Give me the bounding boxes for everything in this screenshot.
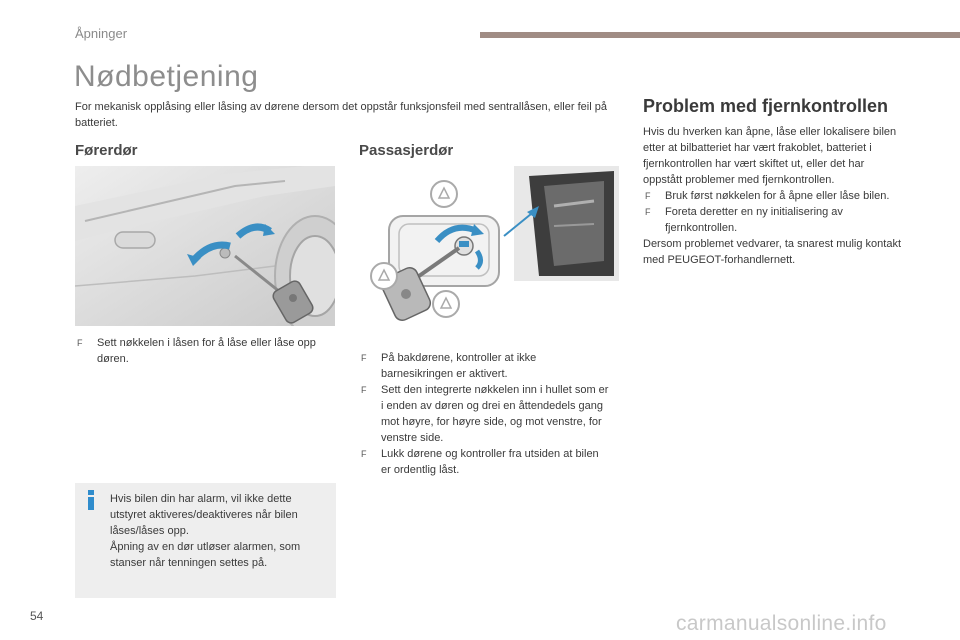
intro-paragraph: For mekanisk opplåsing eller låsing av dørene dersom det oppstår funksjonsfeil med sentrallåsen, eller feil på batteriet. — [75, 101, 607, 129]
watermark: carmanualsonline.info — [676, 612, 887, 635]
bullet-glyph: F — [361, 449, 367, 459]
info-icon — [86, 490, 96, 510]
list-item — [643, 188, 903, 204]
remote-problem-body — [643, 124, 903, 268]
passenger-door-heading: Passasjerdør — [359, 142, 454, 159]
driver-door-illustration — [75, 166, 335, 326]
info-line-alarm: Hvis bilen din har alarm, vil ikke dette utstyret aktiveres/deaktiveres når bilen låses/låses opp. — [110, 493, 298, 537]
info-text — [110, 491, 328, 571]
remote-problem-closing: Dersom problemet vedvarer, ta snarest mulig kontakt med PEUGEOT-forhandlernett. — [643, 238, 902, 266]
list-item-text: Lukk dørene og kontroller fra utsiden at bilen er ordentlig låst. — [381, 448, 599, 476]
passenger-door-steps — [359, 350, 609, 478]
list-item-text: På bakdørene, kontroller at ikke barnesikringen er aktivert. — [381, 352, 537, 380]
bullet-glyph: F — [645, 207, 651, 217]
bullet-glyph: F — [361, 385, 367, 395]
list-item — [359, 446, 609, 478]
page-number: 54 — [30, 609, 44, 623]
page-title: Nødbetjening — [74, 60, 259, 93]
info-line-door: Åpning av en dør utløser alarmen, som stanser når tenningen settes på. — [110, 541, 301, 569]
bullet-glyph: F — [645, 191, 651, 201]
section-label: Åpninger — [75, 26, 128, 41]
list-item-text: Sett nøkkelen i låsen for å låse eller låse opp døren. — [97, 337, 316, 365]
driver-door-steps — [75, 335, 335, 367]
passenger-door-illustration — [359, 166, 619, 341]
list-item — [75, 335, 335, 367]
list-item-text: Bruk først nøkkelen for å åpne eller låse bilen. — [665, 190, 890, 202]
list-item-text: Foreta deretter en ny initialisering av fjernkontrollen. — [665, 206, 843, 234]
list-item — [359, 382, 609, 446]
list-item-text: Sett den integrerte nøkkelen inn i hullet som er i enden av døren og drei en åttendedels gang mot høyre, for høyre side, og mot venstre, for venstre side. — [381, 384, 609, 444]
driver-door-heading: Førerdør — [75, 142, 138, 159]
remote-problem-heading: Problem med fjernkontrollen — [643, 96, 889, 116]
list-item — [643, 204, 903, 236]
remote-problem-paragraph: Hvis du hverken kan åpne, låse eller lokalisere bilen etter at bilbatteriet har vært frakoblet, batteriet i fjernkontrollen har vært skiftet ut, eller det har oppstått problemer med fjernkontrollen. — [643, 126, 897, 186]
list-item — [359, 350, 609, 382]
section-accent-bar — [480, 32, 960, 38]
bullet-glyph: F — [77, 338, 83, 348]
bullet-glyph: F — [361, 353, 367, 363]
